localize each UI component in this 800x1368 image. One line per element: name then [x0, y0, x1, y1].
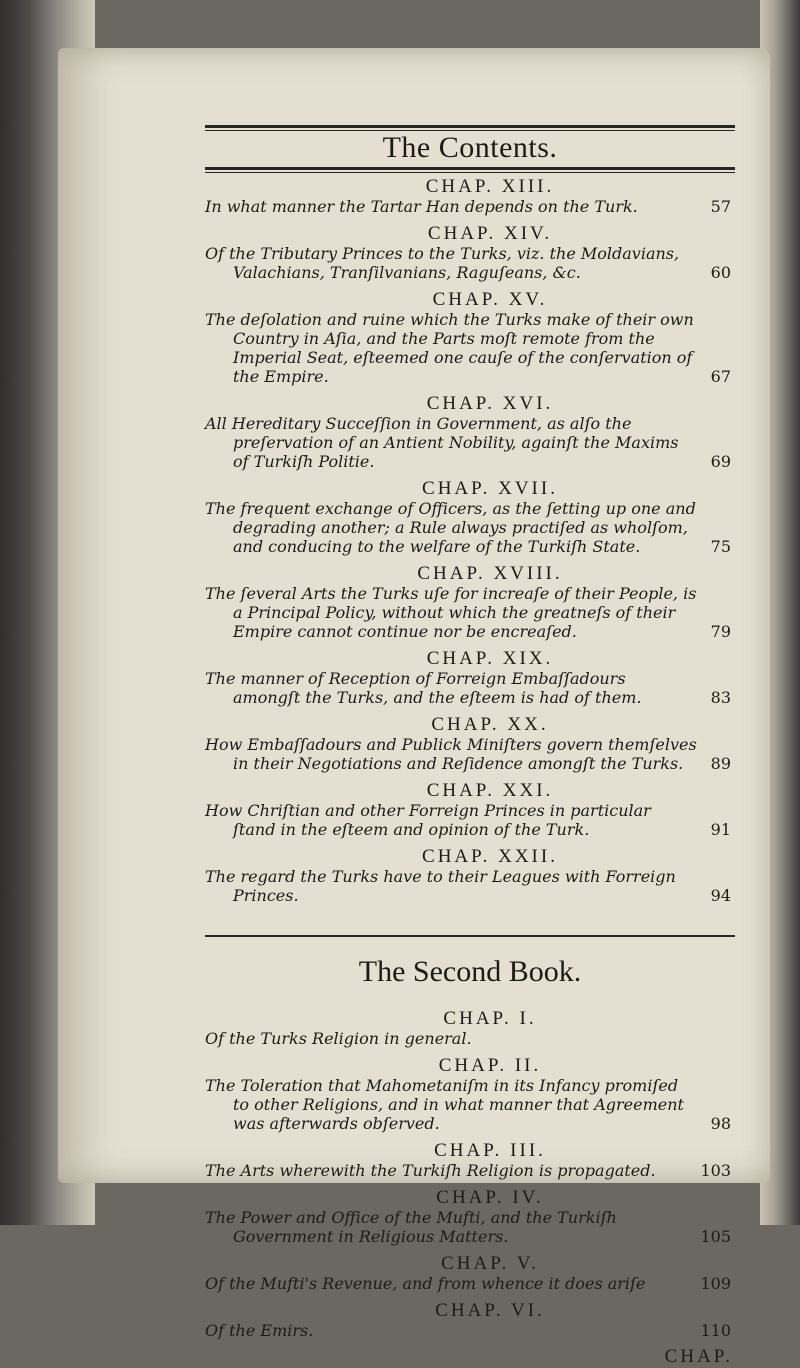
page-title: The Contents. — [382, 131, 558, 164]
entry-text: Of the Mufti's Revenue, and from whence it does ariſe — [205, 1274, 646, 1293]
contents-entry — [205, 197, 735, 216]
page-number: 89 — [710, 754, 731, 773]
contents-entry — [205, 735, 735, 773]
contents-entry — [205, 1029, 735, 1048]
page-number: 60 — [710, 263, 731, 282]
chapter-heading: CHAP. III. — [434, 1140, 546, 1161]
contents-entry — [205, 310, 735, 386]
entry-text: The ſeveral Arts the Turks uſe for increaſe of their People, is a Principal Policy, without which the greatneſs of their Empire cannot continue nor be encreaſed. — [205, 584, 697, 641]
entry-text: The regard the Turks have to their Leagues with Forreign Princes. — [205, 867, 676, 905]
page-number: 105 — [700, 1227, 731, 1246]
page-number: 83 — [710, 688, 731, 707]
contents-entry — [205, 584, 735, 641]
page-number: 91 — [710, 820, 731, 839]
contents-entry — [205, 1274, 735, 1293]
entry-text: Of the Turks Religion in general. — [205, 1029, 472, 1048]
chapter-heading: CHAP. XXI. — [426, 780, 554, 801]
section-rule — [205, 935, 735, 937]
chapter-heading: CHAP. IV. — [436, 1187, 544, 1208]
title-rule — [205, 167, 735, 173]
entry-text: The Toleration that Mahometaniſm in its Infancy promiſed to other Religions, and in what manner that Agreement was afterwards obſerved. — [205, 1076, 684, 1133]
entry-text: How Chriſtian and other Forreign Princes in particular ſtand in the eſteem and opinion of the Turk. — [205, 801, 651, 839]
contents-entry — [205, 1321, 735, 1340]
page-number: 94 — [710, 886, 731, 905]
entry-text: The manner of Reception of Forreign Embaſſadours amongſt the Turks, and the eſteem is had of them. — [205, 669, 642, 707]
contents-entry — [205, 1208, 735, 1246]
page-number: 69 — [710, 452, 731, 471]
chapter-heading: CHAP. II. — [438, 1055, 542, 1076]
entry-text: All Hereditary Succeſſion in Government, as alſo the preſervation of an Antient Nobility, againſt the Maxims of Turkiſh Politie. — [205, 414, 679, 471]
contents-entry — [205, 1076, 735, 1133]
contents-entry — [205, 801, 735, 839]
entry-text: The Arts wherewith the Turkiſh Religion is propagated. — [205, 1161, 656, 1180]
book-two-list — [205, 1009, 735, 1348]
contents-entry — [205, 867, 735, 905]
entry-text: Of the Tributary Princes to the Turks, viz. the Moldavians, Valachians, Tranſilvanians, Raguſeans, &c. — [205, 244, 680, 282]
chapter-heading: CHAP. VI. — [435, 1300, 545, 1321]
contents-entry — [205, 414, 735, 471]
page-number: 57 — [710, 197, 731, 216]
entry-text: The frequent exchange of Officers, as the ſetting up one and degrading another; a Rule always practiſed as wholſom, and conducing to the welfare of the Turkiſh State. — [205, 499, 696, 556]
entry-text: The deſolation and ruine which the Turks make of their own Country in Aſia, and the Parts moſt remote from the Imperial Seat, eſteemed one cauſe of the conſervation of the Empire. — [205, 310, 694, 386]
page-number: 75 — [710, 537, 731, 556]
page-number: 110 — [700, 1321, 731, 1340]
page-number: 79 — [710, 622, 731, 641]
page-number: 67 — [710, 367, 731, 386]
page-number: 98 — [710, 1114, 731, 1133]
chapter-heading: CHAP. XV. — [432, 289, 548, 310]
second-book-title: The Second Book. — [358, 955, 582, 988]
contents-entry — [205, 499, 735, 556]
chapter-heading: CHAP. XVIII. — [417, 563, 563, 584]
chapter-heading: CHAP. XIV. — [427, 223, 553, 244]
page-number: 109 — [700, 1274, 731, 1293]
catchword: CHAP. — [664, 1346, 733, 1367]
contents-entry — [205, 1161, 735, 1180]
chapter-heading: CHAP. XIX. — [426, 648, 554, 669]
chapter-heading: CHAP. V. — [441, 1253, 539, 1274]
chapter-heading: CHAP. XXII. — [422, 846, 558, 867]
chapter-heading: CHAP. XIII. — [425, 176, 555, 197]
entry-text: Of the Emirs. — [205, 1321, 314, 1340]
contents-column — [205, 125, 735, 1368]
chapter-heading: CHAP. XVI. — [426, 393, 554, 414]
entry-text: How Embaſſadours and Publick Miniſters govern themſelves in their Negotiations and Reſidence amongſt the Turks. — [205, 735, 697, 773]
chapter-heading: CHAP. XX. — [431, 714, 549, 735]
chapter-heading: CHAP. I. — [443, 1008, 537, 1029]
chapter-heading: CHAP. XVII. — [422, 478, 558, 499]
book-one-list — [205, 177, 735, 913]
entry-text: The Power and Office of the Mufti, and the Turkiſh Government in Religious Matters. — [205, 1208, 617, 1246]
page-number: 103 — [700, 1161, 731, 1180]
contents-entry — [205, 669, 735, 707]
contents-entry — [205, 244, 735, 282]
entry-text: In what manner the Tartar Han depends on the Turk. — [205, 197, 638, 216]
